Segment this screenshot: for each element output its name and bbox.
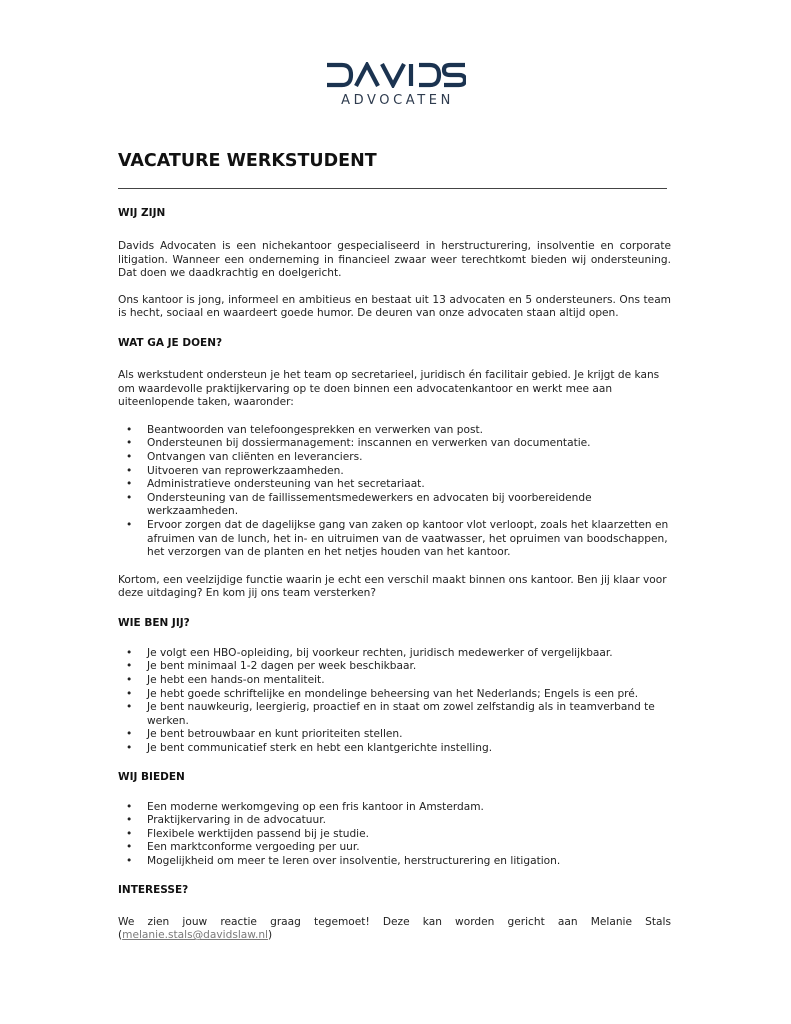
bullet-icon: • — [126, 814, 133, 827]
list-item-text: Ondersteuning van de faillissementsmedewerkers en advocaten bij voorbereidende werkzaamheden. — [147, 491, 592, 518]
benefits-list — [118, 801, 671, 869]
bullet-icon: • — [126, 464, 133, 477]
list-item — [118, 519, 671, 560]
list-item-text: Ervoor zorgen dat de dagelijkse gang van zaken op kantoor vlot verloopt, zoals het klaarzetten en afruimen van de lunch, het in- en uitruimen van de vaatwasser, het opruimen van boodschappen, het verzorgen van de planten en het netjes houden van het kantoor. — [147, 518, 669, 559]
list-item — [118, 424, 671, 438]
list-item-text: Je bent betrouwbaar en kunt prioriteiten stellen. — [147, 728, 403, 741]
document-page — [118, 150, 671, 943]
list-item-text: Je hebt een hands-on mentaliteit. — [147, 674, 325, 687]
contact-email-link[interactable]: melanie.stals@davidslaw.nl — [122, 929, 269, 942]
list-item-text: Je hebt goede schriftelijke en mondelinge beheersing van het Nederlands; Engels is een pré. — [147, 687, 639, 700]
bullet-icon: • — [126, 491, 133, 504]
list-item — [118, 841, 671, 855]
paragraph-contact — [118, 916, 671, 943]
bullet-icon: • — [126, 800, 133, 813]
section-heading-interesse: INTERESSE? — [118, 883, 189, 896]
tasks-list — [118, 424, 671, 560]
list-item-text: Je volgt een HBO-opleiding, bij voorkeur rechten, juridisch medewerker of vergelijkbaar. — [147, 646, 613, 659]
list-item-text: Je bent nauwkeurig, leergierig, proactief en in staat om zowel zelfstandig als in teamverband te werken. — [147, 701, 655, 727]
list-item-text: Een moderne werkomgeving op een fris kantoor in Amsterdam. — [147, 800, 484, 813]
contact-text: We zien jouw reactie graag tegemoet! Deze kan worden gericht aan Melanie Stals ( — [118, 915, 671, 942]
list-item — [118, 855, 671, 869]
section-heading-wij-bieden: WIJ BIEDEN — [118, 770, 185, 783]
list-item-text: Uitvoeren van reprowerkzaamheden. — [147, 464, 344, 477]
list-item — [118, 437, 671, 451]
list-item-text: Een marktconforme vergoeding per uur. — [147, 841, 360, 854]
contact-text-end: ) — [268, 929, 273, 942]
bullet-icon: • — [126, 728, 133, 741]
bullet-icon: • — [126, 701, 133, 714]
list-item-text: Praktijkervaring in de advocatuur. — [147, 814, 326, 827]
section-heading-wij-zijn: WIJ ZIJN — [118, 207, 166, 219]
company-logo — [0, 62, 791, 108]
list-item — [118, 478, 671, 492]
document-title: VACATURE WERKSTUDENT — [118, 151, 377, 171]
bullet-icon: • — [126, 660, 133, 673]
section-heading-wat-ga-je-doen: WAT GA JE DOEN? — [118, 336, 223, 349]
bullet-icon: • — [126, 674, 133, 687]
paragraph-tasks-outro: Kortom, een veelzijdige functie waarin je echt een verschil maakt binnen ons kantoor. Ben jij klaar voor deze uitdaging? En kom jij ons team versterken? — [118, 573, 667, 600]
list-item — [118, 701, 671, 728]
bullet-icon: • — [126, 687, 133, 700]
list-item — [118, 674, 671, 688]
list-item — [118, 647, 671, 661]
bullet-icon: • — [126, 423, 133, 436]
section-heading-wie-ben-jij: WIE BEN JIJ? — [118, 616, 190, 629]
requirements-list — [118, 647, 671, 756]
list-item-text: Mogelijkheid om meer te leren over insolventie, herstructurering en litigation. — [147, 855, 561, 867]
bullet-icon: • — [126, 841, 133, 854]
list-item — [118, 814, 671, 828]
list-item-text: Ontvangen van cliënten en leveranciers. — [147, 450, 363, 463]
bullet-icon: • — [126, 450, 133, 463]
paragraph-about-firm: Davids Advocaten is een nichekantoor gespecialiseerd in herstructurering, insolventie en corporate litigation. Wanneer een onderneming in financieel zwaar weer terechtkomt bieden wij ondersteuning. Dat doen we daadkrachtig en doelgericht. — [118, 240, 671, 280]
list-item — [118, 742, 671, 756]
list-item — [118, 728, 671, 742]
list-item-text: Je bent communicatief sterk en hebt een klantgerichte instelling. — [147, 742, 493, 755]
list-item — [118, 688, 671, 702]
paragraph-about-team: Ons kantoor is jong, informeel en ambitieus en bestaat uit 13 advocaten en 5 ondersteuners. Ons team is hecht, sociaal en waardeert goede humor. De deuren van onze advocaten staan altijd open. — [118, 293, 671, 320]
list-item-text: Je bent minimaal 1-2 dagen per week beschikbaar. — [147, 660, 417, 673]
list-item-text: Ondersteunen bij dossiermanagement: inscannen en verwerken van documentatie. — [147, 437, 591, 450]
bullet-icon: • — [126, 827, 133, 840]
bullet-icon: • — [126, 437, 133, 450]
bullet-icon: • — [126, 478, 133, 491]
list-item — [118, 660, 671, 674]
title-divider — [118, 188, 667, 189]
list-item — [118, 828, 671, 842]
logo-subtitle: ADVOCATEN — [341, 93, 454, 108]
list-item-text: Administratieve ondersteuning van het secretariaat. — [147, 478, 425, 491]
list-item — [118, 451, 671, 465]
list-item — [118, 801, 671, 815]
bullet-icon: • — [126, 646, 133, 659]
list-item-text: Flexibele werktijden passend bij je studie. — [147, 827, 370, 840]
paragraph-tasks-intro: Als werkstudent ondersteun je het team op secretarieel, juridisch én facilitair gebied. Je krijgt de kans om waardevolle praktijkervaring op te doen binnen een advocatenkantoor en werkt mee aan uiteenlopende taken, waaronder: — [118, 368, 660, 409]
list-item-text: Beantwoorden van telefoongesprekken en verwerken van post. — [147, 423, 483, 436]
davids-wordmark-icon — [326, 62, 466, 88]
list-item — [118, 492, 671, 519]
bullet-icon: • — [126, 742, 133, 755]
list-item — [118, 465, 671, 479]
bullet-icon: • — [126, 855, 133, 867]
bullet-icon: • — [126, 518, 133, 531]
